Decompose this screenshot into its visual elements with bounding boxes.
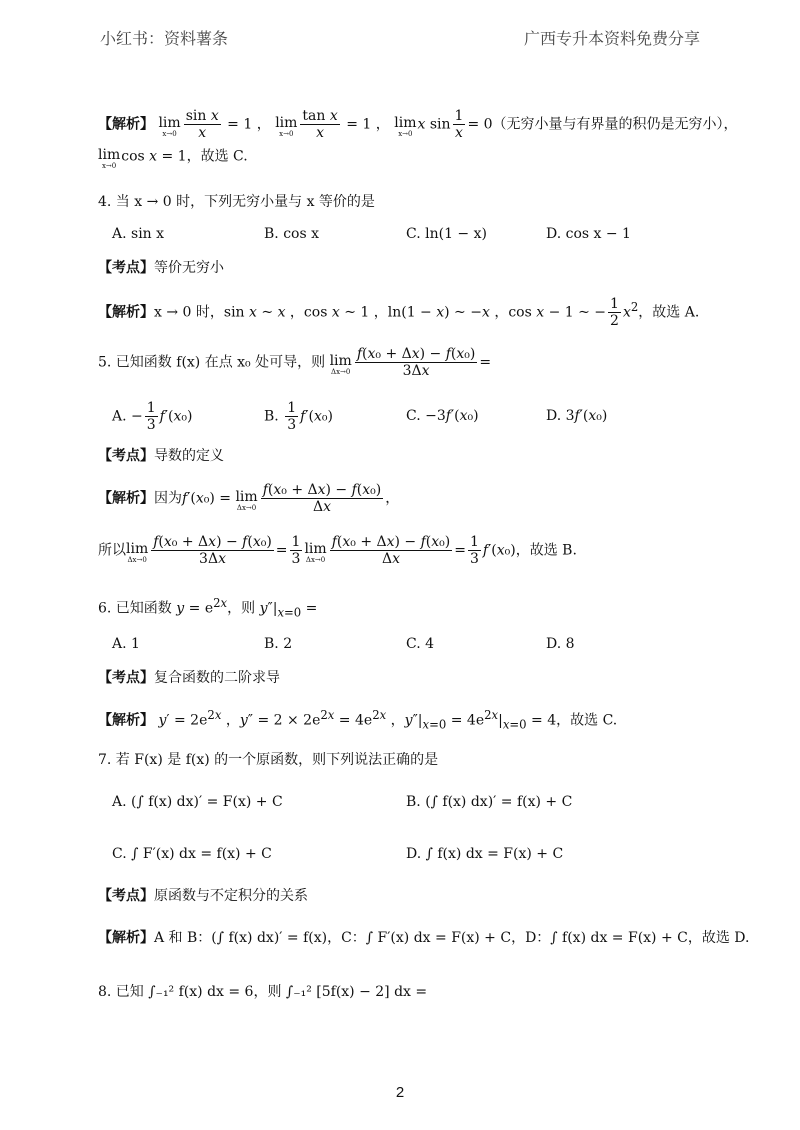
q7-option-b: B. (∫ f(x) dx)′ = f(x) + C [406, 794, 573, 810]
q7-option-a: A. (∫ f(x) dx)′ = F(x) + C [112, 794, 283, 810]
analysis-label: 【解析】 [98, 116, 154, 133]
q7-analysis-text: A 和 B：(∫ f(x) dx)′ = f(x)，C：∫ F′(x) dx = F(x) + C，D：∫ f(x) dx = F(x) + C [154, 930, 688, 946]
q5-keypoint-text: 导数的定义 [154, 448, 224, 464]
q6-option-b: B. 2 [264, 636, 293, 652]
q7-keypoint-text: 原函数与不定积分的关系 [154, 888, 308, 904]
q7-keypoint [98, 888, 308, 905]
q4-option-d: D. cos x − 1 [546, 226, 631, 242]
q3-analysis: 【解析】 lim x→0 $\frac{\text{sin x}}{x}$ = 1 ， lim x→0 $\frac{\text{tan x}}{x}$ = 1 ， lim x→0 x sin $\frac{1}{x}$ = 0（无穷小量与有界量的积仍是无穷小）， [98, 108, 738, 142]
q6-option-c: C. 4 [406, 636, 435, 652]
analysis-label: 【解析】 [98, 304, 154, 321]
analysis-label: 【解析】 [98, 930, 154, 946]
q3-analysis-cont: lim x→0 cos x = 1，故选 C. [98, 147, 248, 170]
q5-analysis-cont: 所以 lim Δx→0 $\frac{\text{f(x₀ + Δx) − f(x₀)}}{3\Delta x}$ = $\frac{1}{3}$ lim Δx→0 $\frac{\text{f(x₀ + Δx) − f(x₀)}}{\Delta x}$ = $\frac{1}{3}$ f′(x₀)，故选 B. [98, 534, 577, 568]
q7-analysis [98, 930, 750, 947]
q4-option-c: C. ln(1 − x) [406, 226, 487, 242]
lim-symbol: lim Δx→0 [329, 353, 352, 377]
q5-analysis-intro: 因为 [154, 490, 182, 507]
q4-keypoint [98, 260, 224, 277]
q5-stem-text: 5. 已知函数 f(x) 在点 x₀ 处可导，则 [98, 354, 326, 371]
q5-analysis: 【解析】因为f′(x₀) = lim Δx→0 $\frac{\text{f(x₀ + Δx) − f(x₀)}}{\Delta x}$ ， [98, 482, 400, 516]
fraction: $\frac{\text{f(x₀ + Δx) − f(x₀)}}{3\Delta x}$ [356, 346, 476, 380]
lim-symbol: lim Δx→0 [126, 541, 149, 565]
q4-keypoint-text: 等价无穷小 [154, 260, 224, 276]
analysis-label: 【解析】 [98, 490, 154, 507]
q6-analysis: 【解析】 $y' = 2e^{2x}$ ，$y'' = 2 \times 2e^{2x} = 4e^{2x}$ ，$y''|_{x=0} = 4e^{2x}|_{x=0} = 4$，故选 C. [98, 708, 618, 732]
q5-option-c: C. −3f′(x₀) [406, 408, 479, 424]
q5-stem: 5. 已知函数 f(x) 在点 x₀ 处可导，则 lim Δx→0 $\frac{\text{f(x₀ + Δx) − f(x₀)}}{3\Delta x}$ = [98, 346, 492, 380]
q6-choose: ，故选 C. [556, 712, 618, 729]
q5-option-a: A. − $\frac{1}{3}$ f′(x₀) [112, 400, 193, 434]
fraction: $\frac{1}{3}$ [291, 534, 301, 568]
q5-keypoint [98, 448, 224, 465]
q5-option-b: B. $\frac{1}{3}$ f′(x₀) [264, 400, 333, 434]
fraction: $\frac{1}{x}$ [454, 108, 464, 142]
lim-symbol: lim Δx→0 [304, 541, 327, 565]
q6-stem-mid: ，则 [227, 600, 256, 617]
analysis-label: 【解析】 [98, 712, 154, 729]
lim-symbol: lim x→0 [275, 115, 298, 139]
fraction: $\frac{\text{f(x₀ + Δx) − f(x₀)}}{\Delta x}$ [262, 482, 382, 516]
lim-symbol: lim Δx→0 [235, 489, 258, 513]
q5-choose: ，故选 B. [515, 542, 577, 559]
q6-option-d: D. 8 [546, 636, 575, 652]
fraction: $\frac{1}{2}$ [610, 296, 619, 330]
header-left: 小红书：资料薯条 [100, 29, 229, 48]
lim-symbol: lim x→0 [158, 115, 181, 139]
keypoint-label: 【考点】 [98, 448, 154, 464]
page-number: 2 [395, 1084, 405, 1101]
q7-option-d: D. ∫ f(x) dx = F(x) + C [406, 846, 564, 862]
q6-stem: 6. 已知函数 $y = e^{2x}$，则 $y''|_{x=0}$ = [98, 596, 318, 620]
q6-stem-prefix: 6. 已知函数 [98, 600, 172, 617]
fraction: $\frac{\text{tan x}}{x}$ [302, 108, 338, 142]
keypoint-label: 【考点】 [98, 670, 154, 686]
keypoint-label: 【考点】 [98, 260, 154, 276]
keypoint-label: 【考点】 [98, 888, 154, 904]
q6-keypoint [98, 670, 280, 687]
fraction: $\frac{\text{f(x₀ + Δx) − f(x₀)}}{\Delta x}$ [331, 534, 451, 568]
fraction: $\frac{1}{3}$ [469, 534, 479, 568]
q3-choose: ，故选 C. [186, 148, 248, 165]
q7-option-c: C. ∫ F′(x) dx = f(x) + C [112, 846, 272, 862]
q4-choose: ，故选 A. [638, 304, 700, 321]
q3-note: （无穷小量与有界量的积仍是无穷小）， [492, 116, 738, 133]
lim-symbol: lim x→0 [394, 115, 417, 139]
q4-option-b: B. cos x [264, 226, 319, 242]
q7-choose: ，故选 D. [687, 930, 750, 946]
q4-analysis-intro: x → 0 时， [154, 304, 224, 321]
fraction: $\frac{\text{f(x₀ + Δx) − f(x₀)}}{3\Delta x}$ [153, 534, 272, 568]
header-right: 广西专升本资料免费分享 [523, 29, 700, 48]
q6-option-a: A. 1 [112, 636, 140, 652]
q7-stem: 7. 若 F(x) 是 f(x) 的一个原函数，则下列说法正确的是 [98, 752, 439, 768]
q8-stem: 8. 已知 ∫₋₁² f(x) dx = 6，则 ∫₋₁² [5f(x) − 2] dx = [98, 984, 428, 1000]
q4-analysis: 【解析】x → 0 时，sin x ~ x ，cos x ~ 1 ，ln(1 − x) ~ −x ，cos x − 1 ~ − $\frac{1}{2}$ $x^2$，故选 A. [98, 296, 700, 330]
q5-so: 所以 [98, 542, 126, 559]
lim-symbol: lim x→0 [98, 147, 121, 170]
q5-option-d: D. 3f′(x₀) [546, 408, 608, 424]
q4-option-a: A. sin x [112, 226, 165, 242]
fraction: $\frac{\text{sin x}}{x}$ [185, 108, 219, 142]
q4-stem: 4. 当 x → 0 时，下列无穷小量与 x 等价的是 [98, 194, 375, 210]
q6-keypoint-text: 复合函数的二阶求导 [154, 670, 280, 686]
